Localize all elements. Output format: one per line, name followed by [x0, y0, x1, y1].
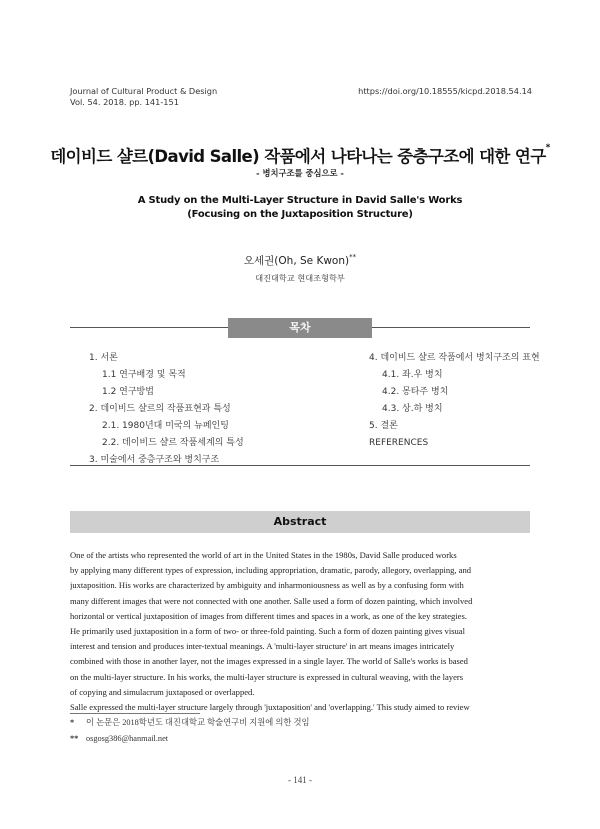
author-name	[0, 253, 600, 268]
footnote-divider	[70, 713, 200, 714]
abstract-line: Salle expressed the multi-layer structure largely through 'juxtaposition' and 'overlapping.' This study aimed to review	[70, 701, 470, 712]
toc-item[interactable]: 4.1. 좌.우 병치	[382, 370, 443, 380]
footnote-2-email[interactable]: osgosg386@hanmail.net	[86, 734, 169, 743]
footnote-2	[70, 733, 168, 745]
author-affiliation: 대진대학교 현대조형학부	[255, 273, 345, 283]
toc-item[interactable]: 4.2. 몽타주 병치	[382, 387, 449, 397]
doi-link[interactable]: https://doi.org/10.18555/kicpd.2018.54.14	[358, 86, 532, 96]
abstract-line: combined with those in another layer, not the images expressed in a single layer. The world of Salle's works is based	[70, 656, 468, 667]
toc-item[interactable]: 2. 데이비드 샬르의 작품표현과 특성	[89, 404, 231, 414]
korean-subtitle: - 병치구조를 중심으로 -	[256, 168, 344, 178]
toc-item[interactable]: 1. 서론	[89, 353, 118, 363]
footnote-1	[70, 717, 309, 729]
abstract-line: juxtaposition. His works are characterized by ambiguity and inharmoniousness as well as by a confusing form with	[70, 580, 464, 591]
toc-item[interactable]: 4. 데이비드 샬르 작품에서 병치구조의 표현	[369, 353, 540, 363]
abstract-line: He primarily used juxtaposition in a form of two- or three-fold painting. Such a form of dozen painting gives visual	[70, 625, 465, 636]
footnote-2-mark: **	[70, 734, 79, 743]
abstract-line: many different images that were not connected with one another. Salle used a form of dozen painting, which involved	[70, 595, 473, 606]
korean-title-text: 데이비드 샬르(David Salle) 작품에서 나타나는 중층구조에 대한 연구	[50, 147, 546, 166]
abstract-body	[70, 548, 530, 715]
toc-right-column	[369, 350, 540, 452]
toc-item[interactable]: 5. 결론	[369, 421, 398, 431]
author-name-text: 오세권(Oh, Se Kwon)	[243, 255, 350, 267]
toc-item[interactable]: 3. 미술에서 중층구조와 병치구조	[89, 455, 220, 465]
english-title	[0, 194, 600, 222]
toc-item[interactable]: REFERENCES	[369, 438, 429, 448]
abstract-line: horizontal or vertical juxtaposition of images from different times and spaces in a work, as one of the key strategies.	[70, 610, 467, 621]
abstract-heading: Abstract	[70, 511, 530, 533]
title-footnote-mark: *	[545, 143, 550, 153]
journal-header	[70, 86, 217, 108]
abstract-line: by applying many different types of expression, including appropriation, dramatic, parody, allegory, overlapping, and	[70, 565, 472, 576]
journal-volume: Vol. 54. 2018. pp. 141-151	[70, 97, 179, 107]
journal-name: Journal of Cultural Product & Design	[70, 86, 218, 96]
footnote-1-text: 이 논문은 2018학년도 대진대학교 학술연구비 지원에 의한 것임	[86, 718, 310, 727]
abstract-line: on the multi-layer structure. In his works, the multi-layer structure is expressed in cultural weaving, with the layers	[70, 671, 464, 682]
toc-item[interactable]: 1.2 연구방법	[102, 387, 154, 397]
toc-item[interactable]: 1.1 연구배경 및 목적	[102, 370, 186, 380]
english-title-line1: A Study on the Multi-Layer Structure in David Salle's Works	[137, 195, 463, 206]
abstract-line: One of the artists who represented the world of art in the United States in the 1980s, David Salle produced works	[70, 550, 457, 560]
toc-item[interactable]: 4.3. 상.하 병치	[382, 404, 443, 414]
page-number: - 141 -	[288, 775, 312, 785]
toc-left-column	[89, 350, 244, 469]
toc-item[interactable]: 2.1. 1980년대 미국의 뉴페인팅	[102, 421, 229, 431]
english-title-line2: (Focusing on the Juxtaposition Structure)	[187, 209, 413, 220]
abstract-line: of copying and simulacrum juxtaposed or overlapped.	[70, 686, 255, 697]
korean-title	[0, 143, 600, 167]
abstract-line: interest and tension and produces inter-textual meanings. A 'multi-layer structure' in art means images intricately	[70, 641, 455, 652]
footnote-1-mark: *	[70, 718, 75, 727]
toc-heading: 목차	[228, 318, 372, 338]
author-footnote-mark: **	[349, 253, 357, 261]
toc-item[interactable]: 2.2. 데이비드 샬르 작품세계의 특성	[102, 438, 244, 448]
